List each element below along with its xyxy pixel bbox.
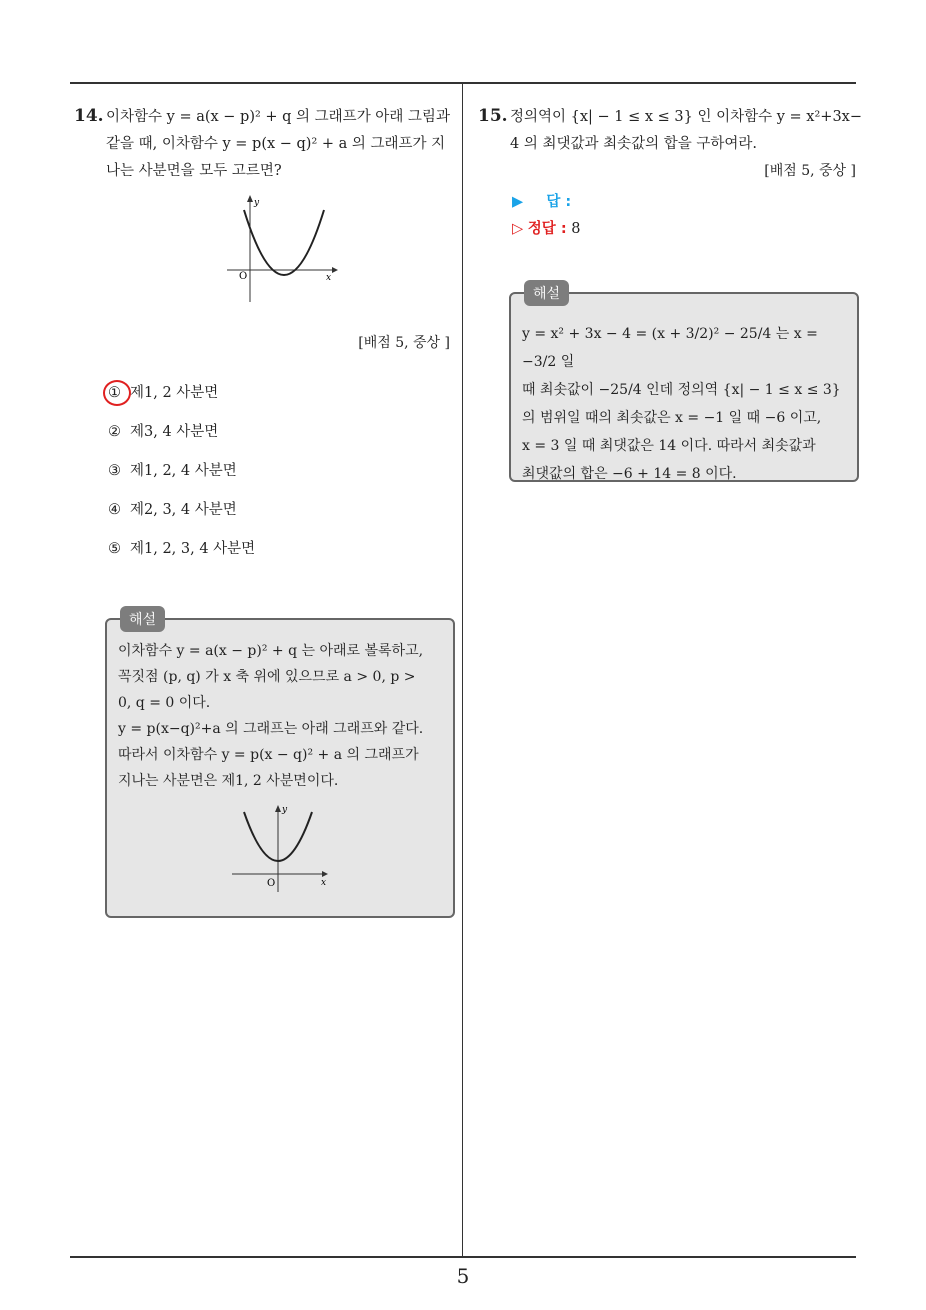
choice-text: 제1, 2 사분면 [130,385,219,401]
solution-line: x = 3 일 때 최댓값은 14 이다. 따라서 최솟값과 [522,438,816,454]
question-15-points: [배점 5, 중상 ] [764,163,856,179]
question-15-number: 15. [478,106,508,126]
x-axis-label: x [321,878,327,888]
question-14-line: 이차함수 y = a(x − p)² + q 의 그래프가 아래 그림과 [106,109,450,125]
question-14-graph [222,190,342,308]
choice-2[interactable] [108,421,218,443]
choice-marker: ① [108,385,121,401]
solution-line: 최댓값의 합은 −6 + 14 = 8 이다. [522,466,737,482]
question-14-solution-text [118,638,444,794]
question-14-line: 같을 때, 이차함수 y = p(x − q)² + a 의 그래프가 지 [106,136,446,152]
choice-1[interactable] [108,382,218,404]
solution-14-graph [228,800,340,896]
choice-text: 제2, 3, 4 사분면 [130,502,237,518]
solution-line: 이차함수 y = a(x − p)² + q 는 아래로 볼록하고, [118,643,424,659]
question-14-points: [배점 5, 중상 ] [358,335,450,351]
choice-marker: ② [108,424,121,440]
choice-3[interactable] [108,460,237,482]
choice-marker: ③ [108,463,121,479]
y-axis-arrow [247,195,253,202]
choice-5[interactable] [108,538,255,560]
solution-line: 따라서 이차함수 y = p(x − q)² + a 의 그래프가 [118,747,419,763]
solution-line: 때 최솟값이 −25/4 인데 정의역 {x| − 1 ≤ x ≤ 3} [522,382,841,398]
question-15-solution-tab: 해설 [524,280,569,306]
question-14-text [106,104,456,185]
solution-line: 0, q = 0 이다. [118,695,211,711]
solution-line: 꼭짓점 (p, q) 가 x 축 위에 있으므로 a > 0, p > [118,669,416,685]
solution-line: 지나는 사분면은 제1, 2 사분면이다. [118,773,339,789]
answer-row [512,190,571,211]
page-number: 5 [456,1264,470,1288]
choice-text: 제3, 4 사분면 [130,424,219,440]
y-axis-label: y [282,805,288,815]
question-15-solution-text [522,320,848,488]
question-15-text [510,104,862,158]
x-axis-label: x [326,273,332,283]
choice-text: 제1, 2, 3, 4 사분면 [130,541,256,557]
origin-label: O [267,878,276,889]
solution-line: y = p(x−q)²+a 의 그래프는 아래 그래프와 같다. [118,721,424,737]
question-15-line: 4 의 최댓값과 최솟값의 합을 구하여라. [510,136,757,152]
correct-answer-label: 정답 : [527,221,567,237]
solution-line: y = x² + 3x − 4 = (x + 3/2)² − 25/4 는 x = −3/2 일 [522,326,818,370]
question-14-number: 14. [74,106,104,126]
y-axis-label: y [254,198,260,208]
solution-line: 의 범위일 때의 최솟값은 x = −1 일 때 −6 이고, [522,410,822,426]
origin-label: O [239,271,248,282]
question-15-line: 정의역이 {x| − 1 ≤ x ≤ 3} 인 이차함수 y = x²+3x− [510,109,862,125]
correct-answer-arrow-icon: ▷ [512,221,524,237]
y-axis-arrow [275,805,281,812]
choice-4[interactable] [108,499,237,521]
question-14-line: 나는 사분면을 모두 고르면? [106,163,282,179]
x-axis-arrow [322,871,328,877]
correct-answer-row [512,217,580,238]
correct-answer-value: 8 [571,221,581,237]
answer-arrow-icon: ▶ [512,194,524,210]
footer-rule [70,1256,856,1258]
x-axis-arrow [332,267,338,273]
answer-label: 답 : [546,194,572,210]
question-14-solution-tab: 해설 [120,606,165,632]
choice-marker: ⑤ [108,541,121,557]
choice-marker: ④ [108,502,121,518]
choice-text: 제1, 2, 4 사분면 [130,463,237,479]
column-divider [462,83,463,1257]
header-rule [70,82,856,84]
parabola-curve [244,210,324,275]
